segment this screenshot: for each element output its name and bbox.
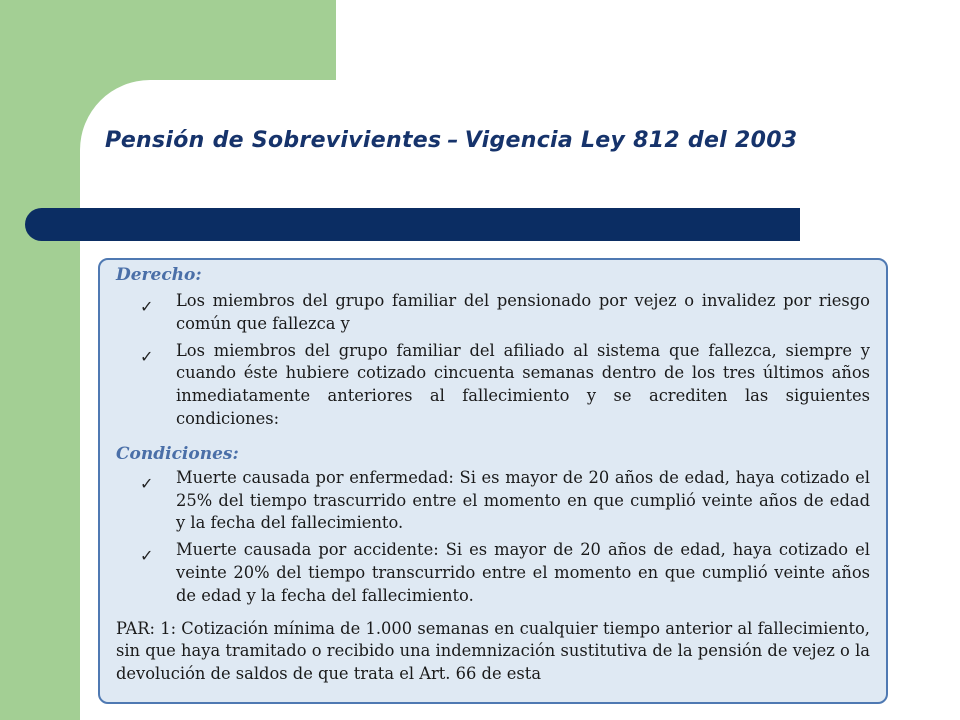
title-underline-bar	[25, 208, 800, 241]
document-excerpt	[98, 258, 888, 704]
slide-title-separator: –	[447, 128, 459, 153]
checkmark-icon: ✓	[140, 297, 154, 316]
list-item	[116, 340, 870, 431]
slide-title	[105, 128, 797, 153]
list-item	[116, 290, 870, 336]
checkmark-icon: ✓	[140, 546, 154, 566]
section-heading-condiciones: Condiciones:	[116, 443, 239, 464]
checkmark-icon: ✓	[140, 473, 154, 493]
list-item	[116, 467, 870, 535]
list-item-text: Muerte causada por enfermedad: Si es mayor de 20 años de edad, haya cotizado el 25% del tiempo trascurrido entre el momento en que cumplió veinte años de edad y la fecha del fallecimiento.	[176, 467, 870, 533]
paragraph-par-1: PAR: 1: Cotización mínima de 1.000 semanas en cualquier tiempo anterior al fallecimiento, sin que haya tramitado o recibido una indemnización sustitutiva de la pensión de vejez o la devolución de saldos de que trata el Art. 66 de esta	[116, 618, 870, 684]
slide-title-part1: Pensión de Sobrevivientes	[105, 128, 442, 153]
list-item	[116, 539, 870, 607]
list-item-text: Los miembros del grupo familiar del afiliado al sistema que fallezca, siempre y cuando éste hubiere cotizado cincuenta semanas dentro de los tres últimos años inmediatamente anteriores al fallecimiento y se acrediten las siguientes condiciones:	[176, 340, 870, 428]
list-item-text: Muerte causada por accidente: Si es mayor de 20 años de edad, haya cotizado el veinte 20% del tiempo transcurrido entre el momento en que cumplió veinte años de edad y la fecha del fallecimiento.	[176, 540, 870, 605]
checkmark-icon: ✓	[140, 346, 154, 366]
list-item-text: Los miembros del grupo familiar del pensionado por vejez o invalidez por riesgo común que fallezca y	[176, 291, 870, 333]
slide-title-part2: Vigencia Ley 812 del 2003	[464, 128, 798, 153]
section-heading-derecho: Derecho:	[116, 265, 202, 285]
